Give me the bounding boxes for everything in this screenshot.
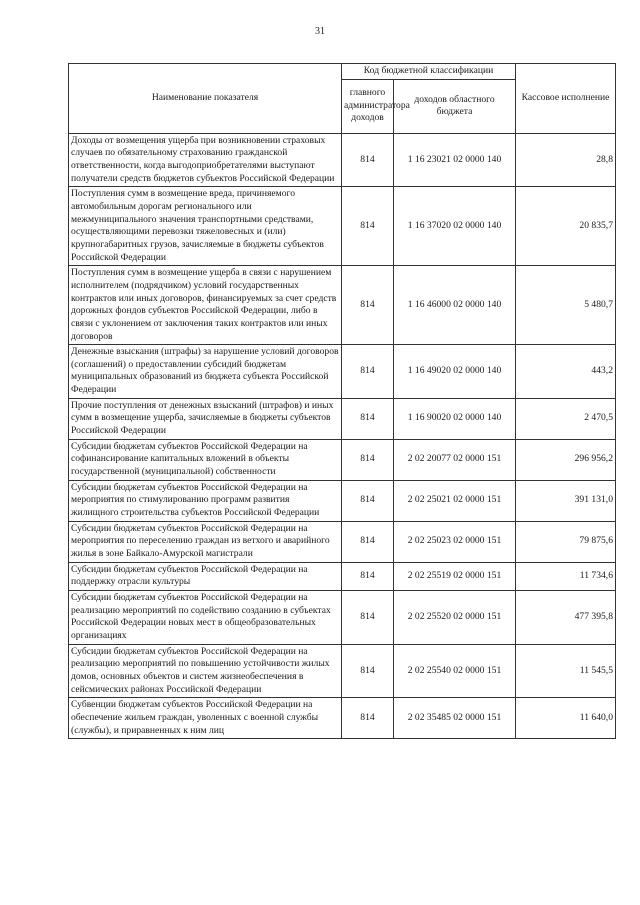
row-admin-code: 814	[342, 439, 394, 480]
row-amount: 391 131,0	[516, 480, 616, 521]
row-name: Субсидии бюджетам субъектов Российской Федерации на софинансирование капитальных вложений в объекты государственной (муниципальной) собственности	[69, 439, 342, 480]
row-income-code: 2 02 25021 02 0000 151	[394, 480, 516, 521]
table-header	[69, 64, 616, 134]
row-admin-code: 814	[342, 187, 394, 266]
table-row	[69, 562, 616, 590]
row-admin-code: 814	[342, 345, 394, 399]
table-row	[69, 398, 616, 439]
row-amount: 79 875,6	[516, 521, 616, 562]
row-name: Денежные взыскания (штрафы) за нарушение условий договоров (соглашений) о предоставлении субсидий бюджетам муниципальных образований из бюджета субъекта Российской Федерации	[69, 345, 342, 399]
row-admin-code: 814	[342, 398, 394, 439]
row-amount: 443,2	[516, 345, 616, 399]
row-income-code: 2 02 25540 02 0000 151	[394, 644, 516, 698]
header-cash: Кассовое исполнение	[516, 64, 616, 134]
row-name: Субсидии бюджетам субъектов Российской Федерации на реализацию мероприятий по повышению устойчивости жилых домов, основных объектов и систем жизнеобеспечения в сейсмических районах Российской Федерации	[69, 644, 342, 698]
row-name: Субсидии бюджетам субъектов Российской Федерации на мероприятия по стимулированию программ развития жилищного строительства субъектов Российской Федерации	[69, 480, 342, 521]
row-admin-code: 814	[342, 266, 394, 345]
row-income-code: 2 02 20077 02 0000 151	[394, 439, 516, 480]
row-income-code: 2 02 25519 02 0000 151	[394, 562, 516, 590]
row-income-code: 1 16 90020 02 0000 140	[394, 398, 516, 439]
table-row	[69, 644, 616, 698]
table-row	[69, 187, 616, 266]
row-income-code: 1 16 49020 02 0000 140	[394, 345, 516, 399]
row-name: Субсидии бюджетам субъектов Российской Федерации на мероприятия по переселению граждан из ветхого и аварийного жилья в зоне Байкало-Амурской магистрали	[69, 521, 342, 562]
header-code-group: Код бюджетной классификации	[342, 64, 516, 80]
row-amount: 5 480,7	[516, 266, 616, 345]
row-amount: 477 395,8	[516, 590, 616, 644]
row-name: Доходы от возмещения ущерба при возникновении страховых случаев по обязательному страхованию гражданской ответственности, когда выгодоприобретателями выступают получатели средств бюджетов субъектов Российской Федерации	[69, 133, 342, 187]
row-name: Субсидии бюджетам субъектов Российской Федерации на реализацию мероприятий по содействию созданию в субъектах Российской Федерации новых мест в общеобразовательных организациях	[69, 590, 342, 644]
header-income-code: доходов областного бюджета	[394, 79, 516, 133]
row-amount: 28,8	[516, 133, 616, 187]
table-row	[69, 133, 616, 187]
row-name: Прочие поступления от денежных взысканий (штрафов) и иных сумм в возмещение ущерба, зачисляемые в бюджеты субъектов Российской Федерации	[69, 398, 342, 439]
table-row	[69, 266, 616, 345]
table-row	[69, 590, 616, 644]
row-admin-code: 814	[342, 521, 394, 562]
row-amount: 11 640,0	[516, 698, 616, 739]
row-admin-code: 814	[342, 480, 394, 521]
row-amount: 20 835,7	[516, 187, 616, 266]
row-amount: 2 470,5	[516, 398, 616, 439]
row-amount: 11 734,6	[516, 562, 616, 590]
row-name: Поступления сумм в возмещение вреда, причиняемого автомобильным дорогам регионального или межмуниципального значения транспортными средствами, осуществляющими перевозки тяжеловесных и (или) крупногабаритных грузов, зачисляемые в бюджеты субъектов Российской Федерации	[69, 187, 342, 266]
row-income-code: 2 02 25520 02 0000 151	[394, 590, 516, 644]
row-admin-code: 814	[342, 562, 394, 590]
row-admin-code: 814	[342, 644, 394, 698]
row-name: Поступления сумм в возмещение ущерба в связи с нарушением исполнителем (подрядчиком) условий государственных контрактов или иных договоров, финансируемых за счет средств дорожных фондов субъектов Российской Федерации, либо в связи с уклонением от заключения таких контрактов или иных договоров	[69, 266, 342, 345]
row-amount: 11 545,5	[516, 644, 616, 698]
page-number: 31	[315, 26, 325, 37]
row-name: Субвенции бюджетам субъектов Российской Федерации на обеспечение жильем граждан, уволенных с военной службы (службы), и приравненных к ним лиц	[69, 698, 342, 739]
row-income-code: 1 16 46000 02 0000 140	[394, 266, 516, 345]
table-row	[69, 439, 616, 480]
budget-table	[68, 63, 616, 739]
row-admin-code: 814	[342, 590, 394, 644]
row-income-code: 1 16 23021 02 0000 140	[394, 133, 516, 187]
row-name: Субсидии бюджетам субъектов Российской Федерации на поддержку отрасли культуры	[69, 562, 342, 590]
row-admin-code: 814	[342, 133, 394, 187]
row-income-code: 1 16 37020 02 0000 140	[394, 187, 516, 266]
table-body	[69, 133, 616, 739]
row-amount: 296 956,2	[516, 439, 616, 480]
row-admin-code: 814	[342, 698, 394, 739]
table-row	[69, 345, 616, 399]
header-name: Наименование показателя	[69, 64, 342, 134]
table-row	[69, 521, 616, 562]
table-row	[69, 480, 616, 521]
row-income-code: 2 02 25023 02 0000 151	[394, 521, 516, 562]
table-row	[69, 698, 616, 739]
header-admin: главного администратора доходов	[342, 79, 394, 133]
row-income-code: 2 02 35485 02 0000 151	[394, 698, 516, 739]
